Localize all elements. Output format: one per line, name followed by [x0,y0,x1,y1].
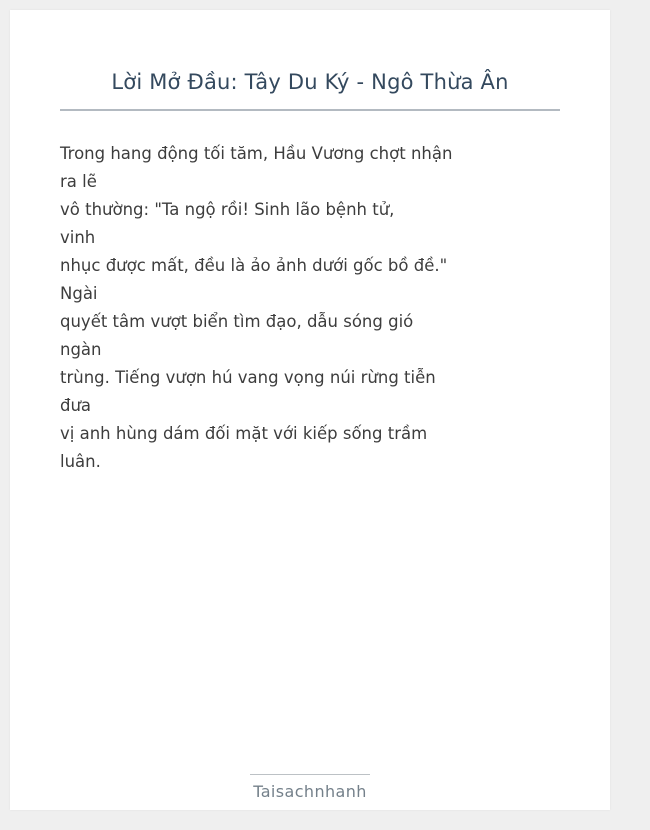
text-line: vô thường: "Ta ngộ rồi! Sinh lão bệnh tử, [60,200,395,219]
text-line: vị anh hùng dám đối mặt với kiếp sống trầm [60,424,428,443]
text-line: Ngài [60,284,98,303]
text-line: đưa [60,396,92,415]
text-line: luân. [60,452,101,471]
footer-brand: Taisachnhanh [253,782,367,801]
text-line: Trong hang động tối tăm, Hầu Vương chợt nhận [60,144,453,163]
footer-divider [250,774,370,775]
text-line: ra lẽ [60,172,97,191]
text-line: vinh [60,228,96,247]
text-line: trùng. Tiếng vượn hú vang vọng núi rừng tiễn [60,368,436,387]
book-page [10,10,610,810]
body-paragraph [60,140,560,476]
text-line: quyết tâm vượt biển tìm đạo, dẫu sóng gió [60,312,414,331]
page-title: Lời Mở Đầu: Tây Du Ký - Ngô Thừa Ân [111,70,509,94]
title-divider [60,109,560,111]
text-line: nhục được mất, đều là ảo ảnh dưới gốc bồ đề." [60,256,448,275]
page-footer [10,774,610,801]
text-line: ngàn [60,340,102,359]
